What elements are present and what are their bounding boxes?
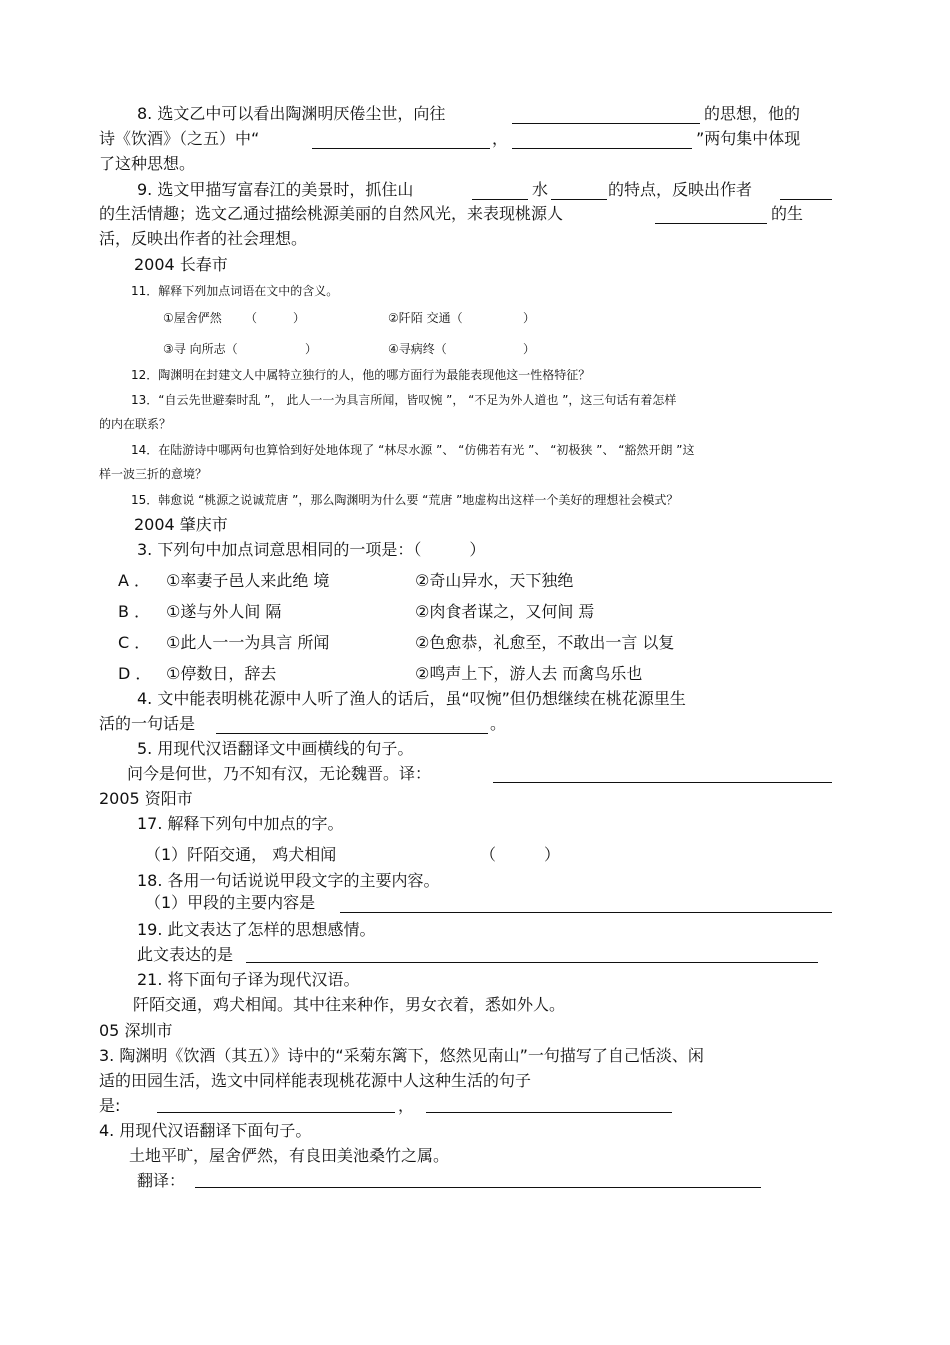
option-a-sentence-2: ②奇山异水，天下独绝 xyxy=(415,571,574,590)
option-d-sentence-1: ①停数日，辞去 xyxy=(166,664,277,683)
q18-sub-1: （1）甲段的主要内容是 xyxy=(145,893,316,912)
sz-q3-comma: ， xyxy=(398,1096,415,1115)
sz-q3-line3: 是: xyxy=(99,1096,121,1115)
option-c-sentence-1: ①此人一一为具言 所闻 xyxy=(166,633,330,652)
q8-line2: 诗《饮酒》（之五）中“ xyxy=(99,129,260,148)
q11-option-4: ④寻病终（ xyxy=(388,342,447,356)
q9-line1-end: 的特点，反映出作者 xyxy=(608,180,753,199)
option-b-label[interactable]: B ． xyxy=(118,602,151,621)
option-d-sentence-2: ②鸣声上下，游人去 而禽鸟乐也 xyxy=(415,664,643,683)
q14-line1: 14．在陆游诗中哪两句也算恰到好处地体现了 “林尽水源 ”、 “仿佛若有光 ”、 “初极狭 ”、 “豁然开朗 ”这 xyxy=(131,443,695,457)
section-title-shenzhen: 05 深圳市 xyxy=(99,1021,173,1040)
q4-answer-blank[interactable] xyxy=(216,733,488,734)
q19-text: 19. 此文表达了怎样的思想感情。 xyxy=(137,920,376,939)
q11-option-3: ③寻 向所志（ xyxy=(163,342,238,356)
q5-sentence: 问今是何世，乃不知有汉，无论魏晋。译： xyxy=(127,764,432,783)
q9-line2-end: 的生 xyxy=(771,204,804,223)
q9-line3: 活，反映出作者的社会理想。 xyxy=(99,229,308,248)
q11-option-1-paren[interactable]: （ ） xyxy=(245,311,306,325)
q4-period: 。 xyxy=(490,714,507,733)
sz-q4-sentence: 土地平旷，屋舍俨然，有良田美池桑竹之属。 xyxy=(129,1146,450,1165)
q13-line2: 的内在联系？ xyxy=(99,417,172,431)
q11-option-1: ①屋舍俨然 xyxy=(163,311,222,325)
sz-q3-answer-blank-2[interactable] xyxy=(426,1112,672,1113)
q11-text: 11．解释下列加点词语在文中的含义。 xyxy=(131,284,339,298)
q8-line3: 了这种思想。 xyxy=(99,154,196,173)
q5-text: 5. 用现代汉语翻译文中画横线的句子。 xyxy=(137,739,414,758)
sz-q3-line2: 适的田园生活，选文中同样能表现桃花源中人这种生活的句子 xyxy=(99,1071,532,1090)
option-a-label[interactable]: A ． xyxy=(118,571,151,590)
q9-water: 水 xyxy=(532,180,549,199)
q11-option-3-paren[interactable]: ） xyxy=(305,342,318,356)
option-a-sentence-1: ①率妻子邑人来此绝 境 xyxy=(166,571,330,590)
sz-q4-text: 4. 用现代汉语翻译下面句子。 xyxy=(99,1121,312,1140)
q17-text: 17. 解释下列句中加点的字。 xyxy=(137,814,344,833)
sz-q4-translation-blank[interactable] xyxy=(195,1187,761,1188)
q9-line1: 9. 选文甲描写富春江的美景时，抓住山 xyxy=(137,180,414,199)
q5-translation-blank[interactable] xyxy=(493,782,832,783)
q13-line1: 13．“自云先世避秦时乱 ”， 此人一一为具言所闻，皆叹惋 ”， “不足为外人道也 ”，这三句话有着怎样 xyxy=(131,393,677,407)
option-c-sentence-2: ②色愈恭，礼愈至，不敢出一言 以复 xyxy=(415,633,675,652)
option-c-label[interactable]: C ． xyxy=(118,633,151,652)
q17-paren[interactable]: （ ） xyxy=(480,845,561,864)
q3-text: 3. 下列句中加点词意思相同的一项是：（ ） xyxy=(137,540,486,559)
q21-text: 21. 将下面句子译为现代汉语。 xyxy=(137,970,360,989)
q18-answer-blank[interactable] xyxy=(340,912,832,913)
q21-sentence: 阡陌交通，鸡犬相闻。其中往来种作，男女衣着，悉如外人。 xyxy=(133,995,566,1014)
q8-answer-blank-2[interactable] xyxy=(312,148,490,149)
q4-line1: 4. 文中能表明桃花源中人听了渔人的话后，虽“叹惋”但仍想继续在桃花源里生 xyxy=(137,689,686,708)
sz-q3-answer-blank-1[interactable] xyxy=(157,1112,395,1113)
section-title-ziyang: 2005 资阳市 xyxy=(99,789,193,808)
q9-answer-blank-peach[interactable] xyxy=(655,223,767,224)
q9-answer-blank-water[interactable] xyxy=(551,199,607,200)
q9-answer-blank-author[interactable] xyxy=(780,199,832,200)
q11-option-4-paren[interactable]: ） xyxy=(523,342,536,356)
q8-line1: 8. 选文乙中可以看出陶渊明厌倦尘世，向往 xyxy=(137,104,446,123)
q19-answer-blank[interactable] xyxy=(246,962,818,963)
q14-line2: 样一波三折的意境？ xyxy=(99,467,208,481)
section-title-zhaoqing: 2004 肇庆市 xyxy=(134,515,228,534)
q4-line2: 活的一句话是 xyxy=(99,714,196,733)
q9-answer-blank-mountain[interactable] xyxy=(472,199,528,200)
q11-option-2: ②阡陌 交通（ xyxy=(388,311,463,325)
q8-line2-end: ”两句集中体现 xyxy=(696,129,801,148)
q18-text: 18. 各用一句话说说甲段文字的主要内容。 xyxy=(137,871,440,890)
q8-answer-blank-1[interactable] xyxy=(512,123,700,124)
sz-q4-translate-label: 翻译： xyxy=(137,1171,186,1190)
section-title-changchun: 2004 长春市 xyxy=(134,255,228,274)
sz-q3-line1: 3. 陶渊明《饮酒（其五）》诗中的“采菊东篱下，悠然见南山”一句描写了自己恬淡、闲 xyxy=(99,1046,704,1065)
option-b-sentence-2: ②肉食者谋之，又何间 焉 xyxy=(415,602,595,621)
q8-line1-end: 的思想，他的 xyxy=(704,104,801,123)
q9-line2: 的生活情趣；选文乙通过描绘桃源美丽的自然风光，来表现桃源人 xyxy=(99,204,564,223)
q11-option-2-paren[interactable]: ） xyxy=(523,311,536,325)
option-d-label[interactable]: D ． xyxy=(118,664,152,683)
q15-text: 15．韩愈说 “桃源之说诚荒唐 ”，那么陶渊明为什么要 “荒唐 ”地虚构出这样一个美好的理想社会模式？ xyxy=(131,493,679,507)
q8-comma: ， xyxy=(492,129,509,148)
q19-sub: 此文表达的是 xyxy=(137,945,234,964)
q17-sentence: （1）阡陌交通， 鸡犬相闻 xyxy=(145,845,337,864)
q8-answer-blank-3[interactable] xyxy=(512,148,692,149)
option-b-sentence-1: ①遂与外人间 隔 xyxy=(166,602,282,621)
q12-text: 12．陶渊明在封建文人中属特立独行的人，他的哪方面行为最能表现他这一性格特征？ xyxy=(131,368,591,382)
